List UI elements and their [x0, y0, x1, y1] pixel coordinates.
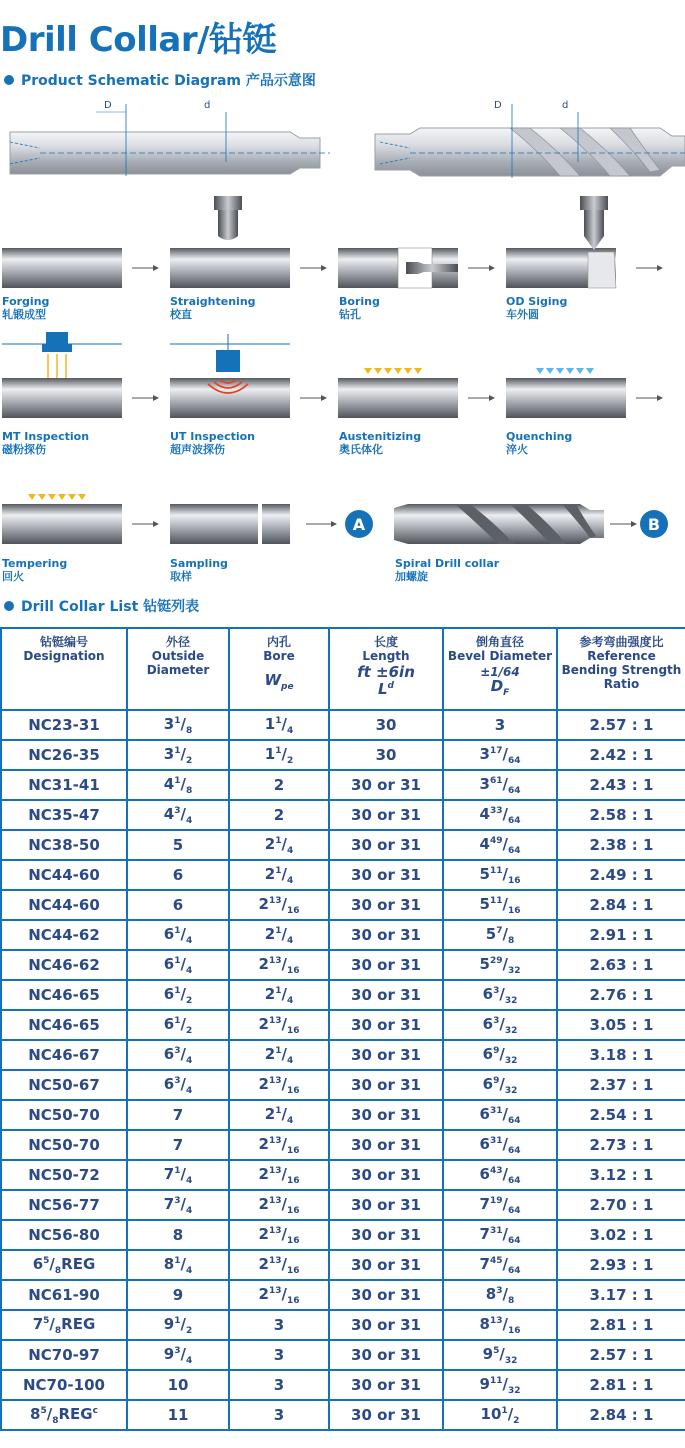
cell-length: 30 or 31: [329, 980, 443, 1010]
cell-bore: $2^{13}/_{16}$: [229, 1160, 329, 1190]
step-ut-inspection: UT Inspection 超声波探伤: [170, 430, 256, 456]
cell-length: 30 or 31: [329, 1370, 443, 1400]
cell-bevel-diameter: $6^9/_{32}$: [443, 1070, 557, 1100]
cell-designation: NC46-65: [1, 1010, 127, 1040]
cell-designation: NC38-50: [1, 830, 127, 860]
table-row: [1, 920, 685, 950]
cell-bore: $2^{13}/_{16}$: [229, 1250, 329, 1280]
section-heading-text: Drill Collar List 钻铤列表: [21, 599, 200, 615]
cell-designation: NC50-67: [1, 1070, 127, 1100]
table-row: [1, 1400, 685, 1430]
table-row: [1, 1040, 685, 1070]
cell-length: 30 or 31: [329, 1280, 443, 1310]
table-row: [1, 830, 685, 860]
cell-length: 30 or 31: [329, 1250, 443, 1280]
cell-designation: NC56-80: [1, 1220, 127, 1250]
cell-designation: NC46-67: [1, 1040, 127, 1070]
cell-outside-diameter: $7^3/_4$: [127, 1190, 229, 1220]
cell-bevel-diameter: $5^{11}/_{16}$: [443, 890, 557, 920]
cell-bevel-diameter: $5^7/_8$: [443, 920, 557, 950]
cell-bore: 3: [229, 1340, 329, 1370]
cell-strength-ratio: 2.54 : 1: [557, 1100, 685, 1130]
step-mt-inspection: MT Inspection 磁粉探伤: [2, 430, 90, 456]
badge-a-text: A: [352, 515, 366, 534]
cell-strength-ratio: 2.57 : 1: [557, 1340, 685, 1370]
cell-designation: $7^5/_8REG$: [1, 1310, 127, 1340]
schematic-diagram: [0, 92, 685, 192]
table-row: [1, 1130, 685, 1160]
cell-outside-diameter: $6^1/_4$: [127, 950, 229, 980]
drill-collar-table-container: [0, 627, 685, 1431]
cell-designation: NC44-60: [1, 890, 127, 920]
step-sampling: Sampling 取样: [170, 557, 228, 583]
cell-bevel-diameter: $8^{13}/_{16}$: [443, 1310, 557, 1340]
cell-strength-ratio: 2.42 : 1: [557, 740, 685, 770]
cell-strength-ratio: 2.84 : 1: [557, 890, 685, 920]
cell-length: 30 or 31: [329, 830, 443, 860]
cell-length: 30 or 31: [329, 1130, 443, 1160]
cell-bevel-diameter: $4^{49}/_{64}$: [443, 830, 557, 860]
cell-length: 30 or 31: [329, 1010, 443, 1040]
cell-length: 30: [329, 710, 443, 740]
table-row: [1, 770, 685, 800]
cell-outside-diameter: $7^1/_4$: [127, 1160, 229, 1190]
tempering-arrows-icon: [32, 460, 82, 496]
table-row: [1, 890, 685, 920]
bullet-icon: [4, 75, 14, 85]
cell-bore: $1^1/_4$: [229, 710, 329, 740]
cell-bore: $2^{13}/_{16}$: [229, 1220, 329, 1250]
header-strength-ratio: 参考弯曲强度比 Reference Bending Strength Ratio: [557, 628, 685, 710]
cell-outside-diameter: 11: [127, 1400, 229, 1430]
diameter-label-D: D: [494, 100, 502, 111]
section-heading-text: Product Schematic Diagram 产品示意图: [21, 73, 316, 89]
cell-outside-diameter: $4^3/_4$: [127, 800, 229, 830]
cell-bore: $2^1/_4$: [229, 920, 329, 950]
cell-outside-diameter: $6^3/_4$: [127, 1070, 229, 1100]
cell-length: 30 or 31: [329, 1400, 443, 1430]
cell-bore: $2^{13}/_{16}$: [229, 1190, 329, 1220]
cell-strength-ratio: 2.58 : 1: [557, 800, 685, 830]
cell-bore: $2^{13}/_{16}$: [229, 890, 329, 920]
cell-length: 30 or 31: [329, 1340, 443, 1370]
cell-bevel-diameter: $3^{61}/_{64}$: [443, 770, 557, 800]
table-row: [1, 1310, 685, 1340]
step-straightening: Straightening 校直: [170, 295, 256, 321]
table-row: [1, 740, 685, 770]
cell-outside-diameter: $4^1/_8$: [127, 770, 229, 800]
cell-bore: $2^{13}/_{16}$: [229, 1280, 329, 1310]
cell-bore: 2: [229, 770, 329, 800]
cell-strength-ratio: 3.12 : 1: [557, 1160, 685, 1190]
cell-length: 30 or 31: [329, 920, 443, 950]
cell-bevel-diameter: 3: [443, 710, 557, 740]
cell-strength-ratio: 2.76 : 1: [557, 980, 685, 1010]
header-length: 长度 Length ft ±6in $L^d$: [329, 628, 443, 710]
cell-outside-diameter: $8^1/_4$: [127, 1250, 229, 1280]
cell-outside-diameter: $6^1/_2$: [127, 1010, 229, 1040]
cell-outside-diameter: $9^3/_4$: [127, 1340, 229, 1370]
header-bore: 内孔 Bore $W_{pe}$: [229, 628, 329, 710]
step-austenitizing: Austenitizing 奥氏体化: [339, 430, 422, 456]
cell-bore: $2^1/_4$: [229, 1100, 329, 1130]
cell-bevel-diameter: $9^{11}/_{32}$: [443, 1370, 557, 1400]
cell-strength-ratio: 2.38 : 1: [557, 830, 685, 860]
cell-outside-diameter: $6^1/_4$: [127, 920, 229, 950]
section-heading-schematic: [4, 70, 316, 90]
sampling-bar: [170, 504, 258, 544]
step-od-siging: OD Siging 车外圆: [506, 295, 568, 321]
header-outside-diameter: 外径 Outside Diameter: [127, 628, 229, 710]
cell-bevel-diameter: $5^{29}/_{32}$: [443, 950, 557, 980]
table-row: [1, 950, 685, 980]
cell-length: 30: [329, 740, 443, 770]
cell-bore: 3: [229, 1370, 329, 1400]
cell-bevel-diameter: $7^{45}/_{64}$: [443, 1250, 557, 1280]
cell-outside-diameter: $9^1/_2$: [127, 1310, 229, 1340]
cell-designation: NC70-100: [1, 1370, 127, 1400]
straightening-bar: [170, 248, 290, 288]
cell-strength-ratio: 2.43 : 1: [557, 770, 685, 800]
cell-strength-ratio: 3.18 : 1: [557, 1040, 685, 1070]
cell-bore: 3: [229, 1400, 329, 1430]
cell-strength-ratio: 2.84 : 1: [557, 1400, 685, 1430]
cell-bevel-diameter: $10^1/_2$: [443, 1400, 557, 1430]
cutting-tool-icon: [584, 210, 604, 250]
cell-length: 30 or 31: [329, 1040, 443, 1070]
cell-designation: NC56-77: [1, 1190, 127, 1220]
cell-strength-ratio: 2.93 : 1: [557, 1250, 685, 1280]
cell-designation: NC50-70: [1, 1130, 127, 1160]
table-row: [1, 860, 685, 890]
cell-strength-ratio: 2.37 : 1: [557, 1070, 685, 1100]
cell-bevel-diameter: $8^3/_8$: [443, 1280, 557, 1310]
cell-designation: NC61-90: [1, 1280, 127, 1310]
forging-bar: [2, 248, 122, 288]
spiral-collar-drawing: [375, 100, 685, 178]
table-row: [1, 800, 685, 830]
cell-strength-ratio: 2.63 : 1: [557, 950, 685, 980]
cell-designation: NC35-47: [1, 800, 127, 830]
bullet-icon: [4, 601, 14, 611]
diameter-label-d: d: [562, 100, 569, 111]
press-tool-icon: [218, 210, 238, 240]
cell-bore: $2^1/_4$: [229, 980, 329, 1010]
step-quenching: Quenching 淬火: [506, 430, 573, 456]
cell-bevel-diameter: $6^9/_{32}$: [443, 1040, 557, 1070]
cell-outside-diameter: $6^1/_2$: [127, 980, 229, 1010]
table-row: [1, 1280, 685, 1310]
cell-bore: $2^{13}/_{16}$: [229, 950, 329, 980]
cell-designation: NC50-72: [1, 1160, 127, 1190]
cell-strength-ratio: 2.73 : 1: [557, 1130, 685, 1160]
cell-strength-ratio: 2.70 : 1: [557, 1190, 685, 1220]
table-row: [1, 1370, 685, 1400]
cell-designation: NC26-35: [1, 740, 127, 770]
cell-bore: 3: [229, 1310, 329, 1340]
cell-bevel-diameter: $6^3/_{32}$: [443, 980, 557, 1010]
cell-bore: $1^1/_2$: [229, 740, 329, 770]
table-row: [1, 1010, 685, 1040]
cell-length: 30 or 31: [329, 1070, 443, 1100]
cell-designation: NC46-65: [1, 980, 127, 1010]
table-row: [1, 1070, 685, 1100]
cell-strength-ratio: 2.57 : 1: [557, 710, 685, 740]
cell-length: 30 or 31: [329, 770, 443, 800]
cell-strength-ratio: 2.49 : 1: [557, 860, 685, 890]
table-row: [1, 1160, 685, 1190]
cell-length: 30 or 31: [329, 890, 443, 920]
cooling-arrows-icon: [540, 332, 590, 370]
cell-bevel-diameter: $7^{19}/_{64}$: [443, 1190, 557, 1220]
cell-bevel-diameter: $4^{33}/_{64}$: [443, 800, 557, 830]
step-tempering: Tempering 回火: [2, 557, 68, 583]
cell-outside-diameter: $6^3/_4$: [127, 1040, 229, 1070]
cell-outside-diameter: 5: [127, 830, 229, 860]
cell-strength-ratio: 3.02 : 1: [557, 1220, 685, 1250]
cell-length: 30 or 31: [329, 950, 443, 980]
cell-strength-ratio: 2.91 : 1: [557, 920, 685, 950]
cell-bore: $2^1/_4$: [229, 830, 329, 860]
cell-designation: NC46-62: [1, 950, 127, 980]
cell-bevel-diameter: $3^{17}/_{64}$: [443, 740, 557, 770]
header-bevel-diameter: 倒角直径 Bevel Diameter ±1/64 $D_F$: [443, 628, 557, 710]
cell-bore: $2^{13}/_{16}$: [229, 1070, 329, 1100]
cell-outside-diameter: 8: [127, 1220, 229, 1250]
cell-bevel-diameter: $7^{31}/_{64}$: [443, 1220, 557, 1250]
cell-designation: $6^5/_8REG$: [1, 1250, 127, 1280]
cell-outside-diameter: 9: [127, 1280, 229, 1310]
section-heading-list: [4, 596, 199, 616]
ut-probe-icon: [216, 350, 240, 372]
cell-designation: NC23-31: [1, 710, 127, 740]
cell-strength-ratio: 3.05 : 1: [557, 1010, 685, 1040]
table-row: [1, 1190, 685, 1220]
cell-strength-ratio: 2.81 : 1: [557, 1370, 685, 1400]
table-row: [1, 1250, 685, 1280]
cell-designation: NC44-60: [1, 860, 127, 890]
cell-length: 30 or 31: [329, 1220, 443, 1250]
cell-outside-diameter: 6: [127, 890, 229, 920]
cell-bevel-diameter: $5^{11}/_{16}$: [443, 860, 557, 890]
cell-bore: $2^{13}/_{16}$: [229, 1010, 329, 1040]
cell-outside-diameter: 10: [127, 1370, 229, 1400]
cell-bore: $2^1/_4$: [229, 1040, 329, 1070]
cell-designation: NC44-62: [1, 920, 127, 950]
diameter-label-D: D: [104, 100, 112, 111]
straight-collar-drawing: [10, 100, 330, 176]
cell-designation: $8^5/_8REG^c$: [1, 1400, 127, 1430]
cell-bevel-diameter: $9^5/_{32}$: [443, 1340, 557, 1370]
cell-bevel-diameter: $6^3/_{32}$: [443, 1010, 557, 1040]
austenitizing-bar: [338, 378, 458, 418]
mt-inspection-bar: [2, 378, 122, 418]
cell-bore: 2: [229, 800, 329, 830]
cell-length: 30 or 31: [329, 800, 443, 830]
sample-piece: [262, 504, 290, 544]
process-flow: [0, 192, 685, 588]
header-designation: 钻铤编号 Designation: [1, 628, 127, 710]
step-spiral: Spiral Drill collar 加螺旋: [395, 557, 500, 583]
cell-length: 30 or 31: [329, 1160, 443, 1190]
drill-collar-table: [0, 627, 685, 1431]
cell-bore: $2^1/_4$: [229, 860, 329, 890]
table-row: [1, 1100, 685, 1130]
cell-designation: NC50-70: [1, 1100, 127, 1130]
table-header-row: [1, 628, 685, 710]
cell-bore: $2^{13}/_{16}$: [229, 1130, 329, 1160]
cell-length: 30 or 31: [329, 1310, 443, 1340]
cell-outside-diameter: 7: [127, 1130, 229, 1160]
cell-bevel-diameter: $6^{43}/_{64}$: [443, 1160, 557, 1190]
cell-outside-diameter: $3^1/_8$: [127, 710, 229, 740]
step-boring: Boring 钻孔: [339, 295, 380, 321]
cell-designation: NC31-41: [1, 770, 127, 800]
mt-probe-icon: [46, 332, 68, 346]
table-row: [1, 1340, 685, 1370]
table-row: [1, 980, 685, 1010]
cell-length: 30 or 31: [329, 860, 443, 890]
cell-bevel-diameter: $6^{31}/_{64}$: [443, 1100, 557, 1130]
cell-outside-diameter: 6: [127, 860, 229, 890]
page-title: Drill Collar/钻铤: [0, 20, 277, 60]
diameter-label-d: d: [204, 100, 211, 111]
quenching-bar: [506, 378, 626, 418]
cell-length: 30 or 31: [329, 1100, 443, 1130]
badge-b-text: B: [647, 515, 661, 534]
cell-bevel-diameter: $6^{31}/_{64}$: [443, 1130, 557, 1160]
cell-outside-diameter: 7: [127, 1100, 229, 1130]
cell-designation: NC70-97: [1, 1340, 127, 1370]
step-forging: Forging 轧锻成型: [2, 295, 50, 321]
cell-length: 30 or 31: [329, 1190, 443, 1220]
table-row: [1, 710, 685, 740]
cell-strength-ratio: 2.81 : 1: [557, 1310, 685, 1340]
tempering-bar: [2, 504, 122, 544]
table-row: [1, 1220, 685, 1250]
heat-arrows-icon: [368, 332, 418, 370]
cell-strength-ratio: 3.17 : 1: [557, 1280, 685, 1310]
cell-outside-diameter: $3^1/_2$: [127, 740, 229, 770]
ut-inspection-bar: [170, 378, 290, 418]
